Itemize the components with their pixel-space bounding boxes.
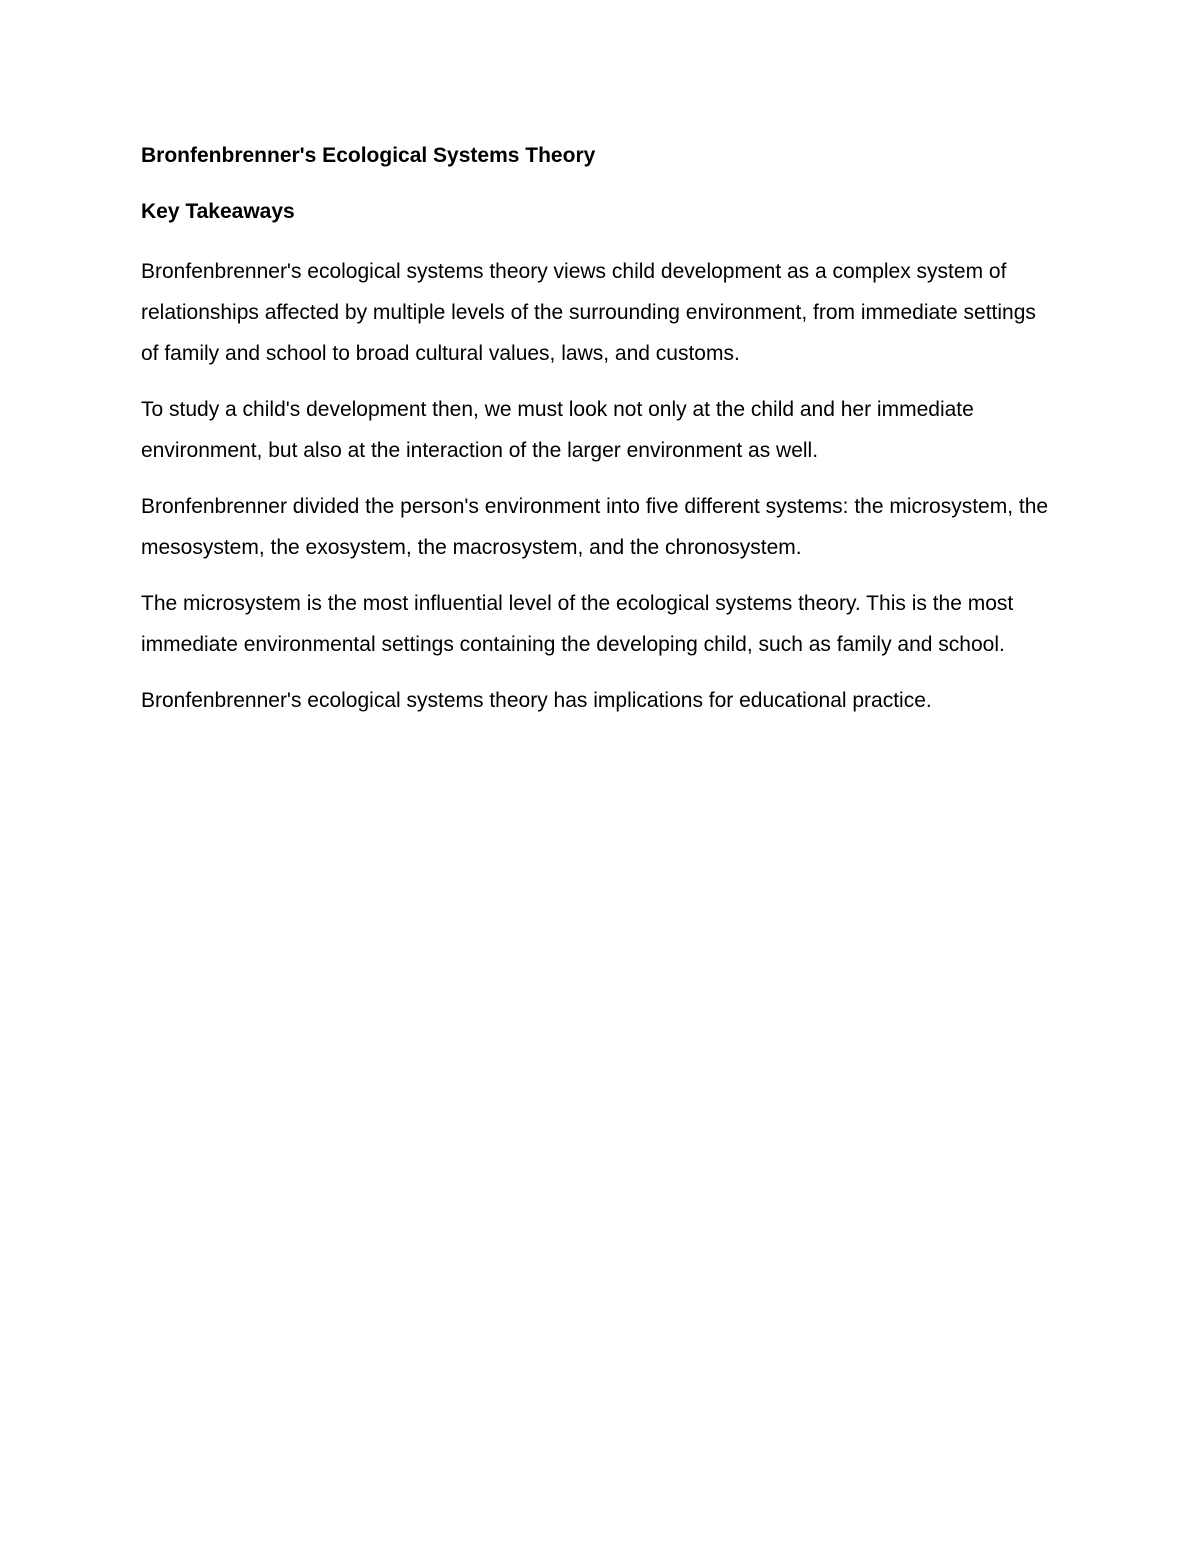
- paragraph: To study a child's development then, we must look not only at the child and her immediate environment, but also at the interaction of the larger environment as well.: [141, 398, 974, 462]
- paragraph: Bronfenbrenner's ecological systems theory has implications for educational practice.: [141, 689, 932, 712]
- document-body: [141, 139, 1056, 736]
- paragraph: Bronfenbrenner divided the person's environment into five different systems: the microsystem, the mesosystem, the exosystem, the macrosystem, and the chronosystem.: [141, 495, 1049, 559]
- paragraph: Bronfenbrenner's ecological systems theory views child development as a complex system of relationships affected by multiple levels of the surrounding environment, from immediate settings of family and school to broad cultural values, laws, and customs.: [141, 260, 1036, 365]
- section-heading-key-takeaways: Key Takeaways: [141, 200, 295, 223]
- document-title: Bronfenbrenner's Ecological Systems Theory: [141, 144, 596, 167]
- paragraph: The microsystem is the most influential level of the ecological systems theory. This is the most immediate environmental settings containing the developing child, such as family and school.: [141, 592, 1014, 656]
